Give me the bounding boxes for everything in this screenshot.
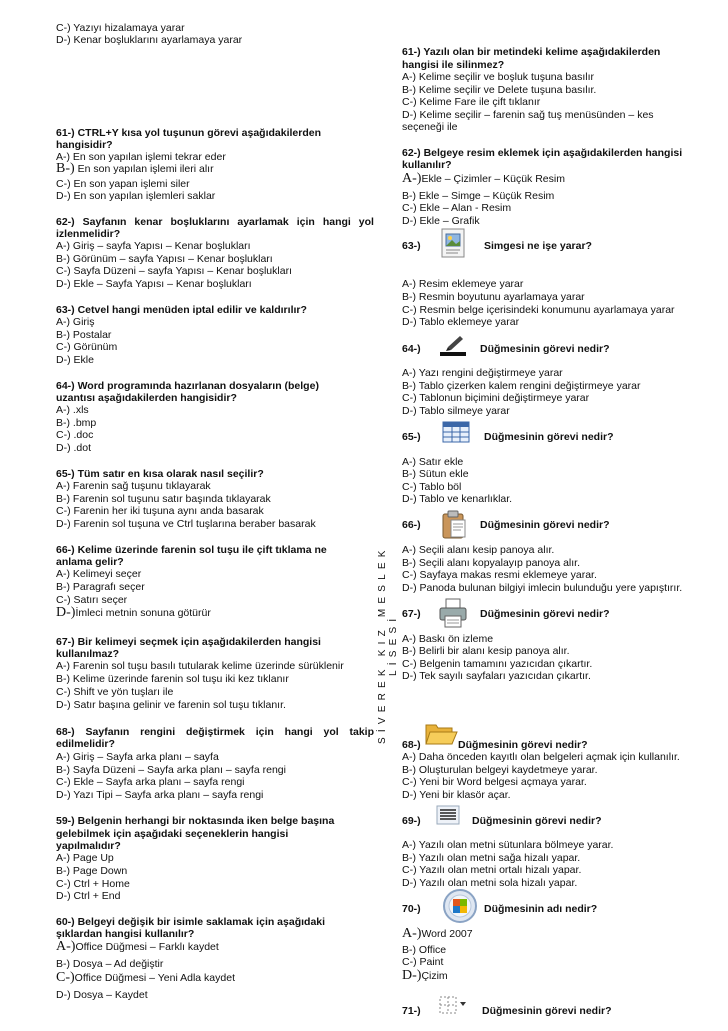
right-text-line: D-) Tablo silmeye yarar: [402, 405, 510, 417]
right-text-line: 63-): [402, 240, 421, 252]
word: hangi: [284, 726, 313, 738]
right-text-line: Düğmesinin görevi nedir?: [480, 519, 610, 531]
right-text-line: 65-): [402, 431, 421, 443]
left-text-line: C-) Satırı seçer: [56, 594, 128, 606]
option-text: Word 2007: [421, 928, 473, 940]
right-text-line: [402, 173, 565, 185]
left-text-line: 67-) Bir kelimeyi seçmek için aşağıdakilerden hangisi: [56, 636, 321, 648]
printer-icon: [438, 598, 468, 631]
right-text-line: Düğmesinin görevi nedir?: [472, 815, 602, 827]
left-text-line: yapılmalıdır?: [56, 840, 121, 852]
right-text-line: Düğmesinin görevi nedir?: [482, 1005, 612, 1017]
word: 62-): [56, 216, 75, 228]
left-text-line: D-) Kenar boşluklarını ayarlamaya yarar: [56, 34, 243, 46]
right-text-line: A-) Daha önceden kayıtlı olan belgeleri açmak için kullanılır.: [402, 751, 680, 763]
right-text-line: C-) Sayfaya makas resmi eklemeye yarar.: [402, 569, 597, 581]
right-text-line: C-) Yeni bir Word belgesi açmaya yarar.: [402, 776, 587, 788]
left-text-line: 61-) CTRL+Y kısa yol tuşunun görevi aşağıdakilerden: [56, 127, 322, 139]
left-text-line: A-) Page Up: [56, 852, 114, 864]
right-text-line: hangisi ile silinmez?: [402, 59, 505, 71]
right-text-line: seçeneği ile: [402, 121, 458, 133]
table-insert-icon: [442, 421, 470, 446]
left-text-line: 59-) Belgenin herhangi bir noktasında iken belge başına: [56, 815, 335, 827]
left-text-line: edilmelidir?: [56, 738, 115, 750]
left-text-line: [56, 607, 211, 619]
option-text: Office Düğmesi – Yeni Adla kaydet: [74, 972, 235, 984]
right-text-line: D-) Yeni bir klasör açar.: [402, 789, 511, 801]
right-text-line: D-) Kelime seçilir – farenin sağ tuş menüsünden – kes: [402, 109, 654, 121]
right-text-line: A-) Resim eklemeye yarar: [402, 278, 524, 290]
word: Sayfanın: [85, 726, 130, 738]
left-text-line: B-) Görünüm – sayfa Yapısı – Kenar boşlukları: [56, 253, 273, 265]
word: rengini: [140, 726, 176, 738]
left-text-line: hangisidir?: [56, 139, 113, 151]
right-text-line: A-) Satır ekle: [402, 456, 464, 468]
left-text-line: A-) Giriş: [56, 316, 95, 328]
option-text: Ekle – Çizimler – Küçük Resim: [421, 173, 565, 185]
right-text-line: D-) Tablo eklemeye yarar: [402, 316, 520, 328]
left-text-line: B-) Sayfa Düzeni – Sayfa arka planı – sayfa rengi: [56, 764, 286, 776]
left-text-line: C-) Sayfa Düzeni – sayfa Yapısı – Kenar boşlukları: [56, 265, 292, 277]
option-text: En son yapılan işlemi ileri alır: [74, 163, 214, 175]
right-text-line: kullanılır?: [402, 159, 452, 171]
option-letter: D-): [402, 968, 422, 983]
left-text-line: D-) Farenin sol tuşuna ve Ctrl tuşlarına beraber basarak: [56, 518, 316, 530]
left-text-line: A-) Farenin sol tuşu basılı tutularak kelime üzerinde sürüklenir: [56, 660, 344, 672]
word: değiştirmek: [185, 726, 245, 738]
right-text-line: B-) Ekle – Simge – Küçük Resim: [402, 190, 555, 202]
left-text-line: 60-) Belgeyi değişik bir isimle saklamak için aşağıdaki: [56, 916, 326, 928]
left-text-line: [56, 163, 214, 175]
right-text-line: B-) Resmin boyutunu ayarlamaya yarar: [402, 291, 585, 303]
picture-insert-icon: [440, 228, 468, 263]
left-text-line: C-) Yazıyı hizalamaya yarar: [56, 22, 185, 34]
right-text-line: C-) Kelime Fare ile çift tıklanır: [402, 96, 541, 108]
right-text-line: Düğmesinin görevi nedir?: [458, 739, 588, 751]
left-text-line: [56, 972, 235, 984]
left-text-line: [56, 941, 219, 953]
word: yol: [358, 216, 374, 228]
left-text-line: A-) .xls: [56, 404, 89, 416]
right-text-line: A-) Yazılı olan metni sütunlara bölmeye yarar.: [402, 839, 614, 851]
left-text-line: C-) Görünüm: [56, 341, 118, 353]
option-letter: B-): [56, 161, 75, 176]
option-text: Office Düğmesi – Farklı kaydet: [75, 941, 219, 953]
word: yol: [323, 726, 339, 738]
right-text-line: 66-): [402, 519, 421, 531]
right-text-line: Simgesi ne işe yarar?: [484, 240, 592, 252]
left-text-line: 65-) Tüm satır en kısa olarak nasıl seçilir?: [56, 468, 264, 480]
left-text-line: A-) Farenin sağ tuşunu tıklayarak: [56, 480, 211, 492]
right-text-line: Düğmesinin görevi nedir?: [484, 431, 614, 443]
left-text-line: B-) Dosya – Ad değiştir: [56, 958, 164, 970]
right-text-line: B-) Tablo çizerken kalem rengini değiştirmeye yarar: [402, 380, 641, 392]
left-text-line: B-) Farenin sol tuşunu satır başında tıklayarak: [56, 493, 271, 505]
right-text-line: 67-): [402, 608, 421, 620]
right-text-line: 70-): [402, 903, 421, 915]
paste-icon: [440, 510, 468, 543]
right-text-line: 62-) Belgeye resim eklemek için aşağıdakilerden hangisi: [402, 147, 683, 159]
right-text-line: C-) Belgenin tamamını yazıcıdan çıkartır.: [402, 658, 593, 670]
right-text-line: C-) Tablo böl: [402, 481, 462, 493]
left-text-line: C-) Farenin her iki tuşuna aynı anda basarak: [56, 505, 264, 517]
word: için: [296, 216, 315, 228]
right-text-line: A-) Yazı rengini değiştirmeye yarar: [402, 367, 563, 379]
right-text-line: A-) Seçili alanı kesip panoya alır.: [402, 544, 555, 556]
left-text-line: D-) .dot: [56, 442, 92, 454]
left-text-line: C-) En son yapan işlemi siler: [56, 178, 190, 190]
pen-color-icon: [438, 333, 468, 360]
left-text-line: 63-) Cetvel hangi menüden iptal edilir ve kaldırılır?: [56, 304, 307, 316]
open-folder-icon: [424, 720, 458, 749]
left-text-line: 66-) Kelime üzerinde farenin sol tuşu ile çift tıklama ne: [56, 544, 327, 556]
right-text-line: A-) Baskı ön izleme: [402, 633, 494, 645]
left-text-line: [56, 726, 374, 738]
right-text-line: B-) Belirli bir alanı kesip panoya alır.: [402, 645, 570, 657]
right-text-line: 68-): [402, 739, 421, 751]
right-text-line: C-) Ekle – Alan - Resim: [402, 202, 512, 214]
right-text-line: 69-): [402, 815, 421, 827]
right-text-line: C-) Yazılı olan metni ortalı hizalı yapar.: [402, 864, 582, 876]
left-text-line: [56, 216, 374, 228]
word: 68-): [56, 726, 75, 738]
word: ayarlamak: [237, 216, 289, 228]
left-text-line: D-) Ekle: [56, 354, 94, 366]
right-text-line: Düğmesinin adı nedir?: [484, 903, 598, 915]
left-text-line: şıklardan hangisi kullanılır?: [56, 928, 195, 940]
right-text-line: B-) Sütun ekle: [402, 468, 469, 480]
right-text-line: Düğmesinin görevi nedir?: [480, 608, 610, 620]
left-text-line: gelebilmek için aşağıdaki seçeneklerin hangisi: [56, 828, 289, 840]
right-text-line: D-) Yazılı olan metni sola hizalı yapar.: [402, 877, 578, 889]
left-text-line: D-) Satır başına gelinir ve farenin sol tuşu tıklanır.: [56, 699, 286, 711]
left-text-line: B-) Paragrafı seçer: [56, 581, 145, 593]
right-text-line: D-) Panoda bulunan bilgiyi imlecin bulunduğu yere yapıştırır.: [402, 582, 683, 594]
word: hangi: [322, 216, 351, 228]
option-text: Çizim: [421, 970, 448, 982]
borders-icon: [438, 995, 468, 1018]
right-text-line: A-) Kelime seçilir ve boşluk tuşuna basılır: [402, 71, 594, 83]
left-text-line: D-) Yazı Tipi – Sayfa arka planı – sayfa rengi: [56, 789, 264, 801]
right-text-line: B-) Yazılı olan metni sağa hizalı yapar.: [402, 852, 581, 864]
right-text-line: B-) Kelime seçilir ve Delete tuşuna basılır.: [402, 84, 597, 96]
left-text-line: anlama gelir?: [56, 556, 124, 568]
word: boşluklarını: [170, 216, 230, 228]
right-text-line: B-) Office: [402, 944, 447, 956]
right-text-line: 61-) Yazılı olan bir metindeki kelime aşağıdakilerden: [402, 46, 661, 58]
option-text: İmleci metnin sonuna götürür: [75, 607, 211, 619]
word: Sayfanın: [82, 216, 127, 228]
right-text-line: [402, 928, 473, 940]
left-text-line: 64-) Word programında hazırlanan dosyaların (belge): [56, 380, 319, 392]
right-text-line: D-) Tablo ve kenarlıklar.: [402, 493, 513, 505]
left-text-line: C-) Shift ve yön tuşları ile: [56, 686, 174, 698]
left-text-line: D-) En son yapılan işlemleri saklar: [56, 190, 216, 202]
school-name-vertical: SİVEREK KIZ MESLEK LİSESİ: [377, 545, 399, 745]
option-letter: A-): [56, 939, 76, 954]
right-text-line: 71-): [402, 1005, 421, 1017]
right-text-line: C-) Tablonun biçimini değiştirmeye yarar: [402, 392, 590, 404]
right-text-line: 64-): [402, 343, 421, 355]
left-text-line: C-) .doc: [56, 429, 94, 441]
option-letter: C-): [56, 970, 75, 985]
left-text-line: kullanılmaz?: [56, 648, 120, 660]
right-text-line: B-) Seçili alanı kopyalayıp panoya alır.: [402, 557, 581, 569]
option-letter: A-): [402, 171, 422, 186]
word: kenar: [134, 216, 163, 228]
right-text-line: Düğmesinin görevi nedir?: [480, 343, 610, 355]
left-text-line: B-) .bmp: [56, 417, 97, 429]
right-text-line: B-) Oluşturulan belgeyi kaydetmeye yarar.: [402, 764, 598, 776]
word: için: [255, 726, 274, 738]
left-text-line: A-) En son yapılan işlemi tekrar eder: [56, 151, 226, 163]
right-text-line: D-) Ekle – Grafik: [402, 215, 480, 227]
right-text-line: C-) Paint: [402, 956, 444, 968]
align-justify-icon: [436, 805, 460, 828]
left-text-line: C-) Ctrl + Home: [56, 878, 130, 890]
left-text-line: A-) Giriş – sayfa Yapısı – Kenar boşlukları: [56, 240, 251, 252]
left-text-line: C-) Ekle – Sayfa arka planı – sayfa rengi: [56, 776, 245, 788]
left-text-line: izlenmelidir?: [56, 228, 121, 240]
option-letter: D-): [56, 605, 76, 620]
right-text-line: D-) Tek sayılı sayfaları yazıcıdan çıkartır.: [402, 670, 591, 682]
option-letter: A-): [402, 926, 422, 941]
right-text-line: C-) Resmin belge içerisindeki konumunu ayarlamaya yarar: [402, 304, 675, 316]
left-text-line: A-) Giriş – Sayfa arka planı – sayfa: [56, 751, 219, 763]
left-text-line: A-) Kelimeyi seçer: [56, 568, 142, 580]
left-text-line: uzantısı aşağıdakilerden hangisidir?: [56, 392, 237, 404]
word: takip: [349, 726, 374, 738]
left-text-line: B-) Postalar: [56, 329, 112, 341]
left-text-line: D-) Ekle – Sayfa Yapısı – Kenar boşlukları: [56, 278, 252, 290]
left-text-line: D-) Ctrl + End: [56, 890, 121, 902]
office-button-icon: [442, 888, 478, 927]
right-text-line: [402, 970, 448, 982]
left-text-line: B-) Page Down: [56, 865, 128, 877]
left-text-line: B-) Kelime üzerinde farenin sol tuşu iki kez tıklanır: [56, 673, 289, 685]
left-text-line: D-) Dosya – Kaydet: [56, 989, 148, 1001]
